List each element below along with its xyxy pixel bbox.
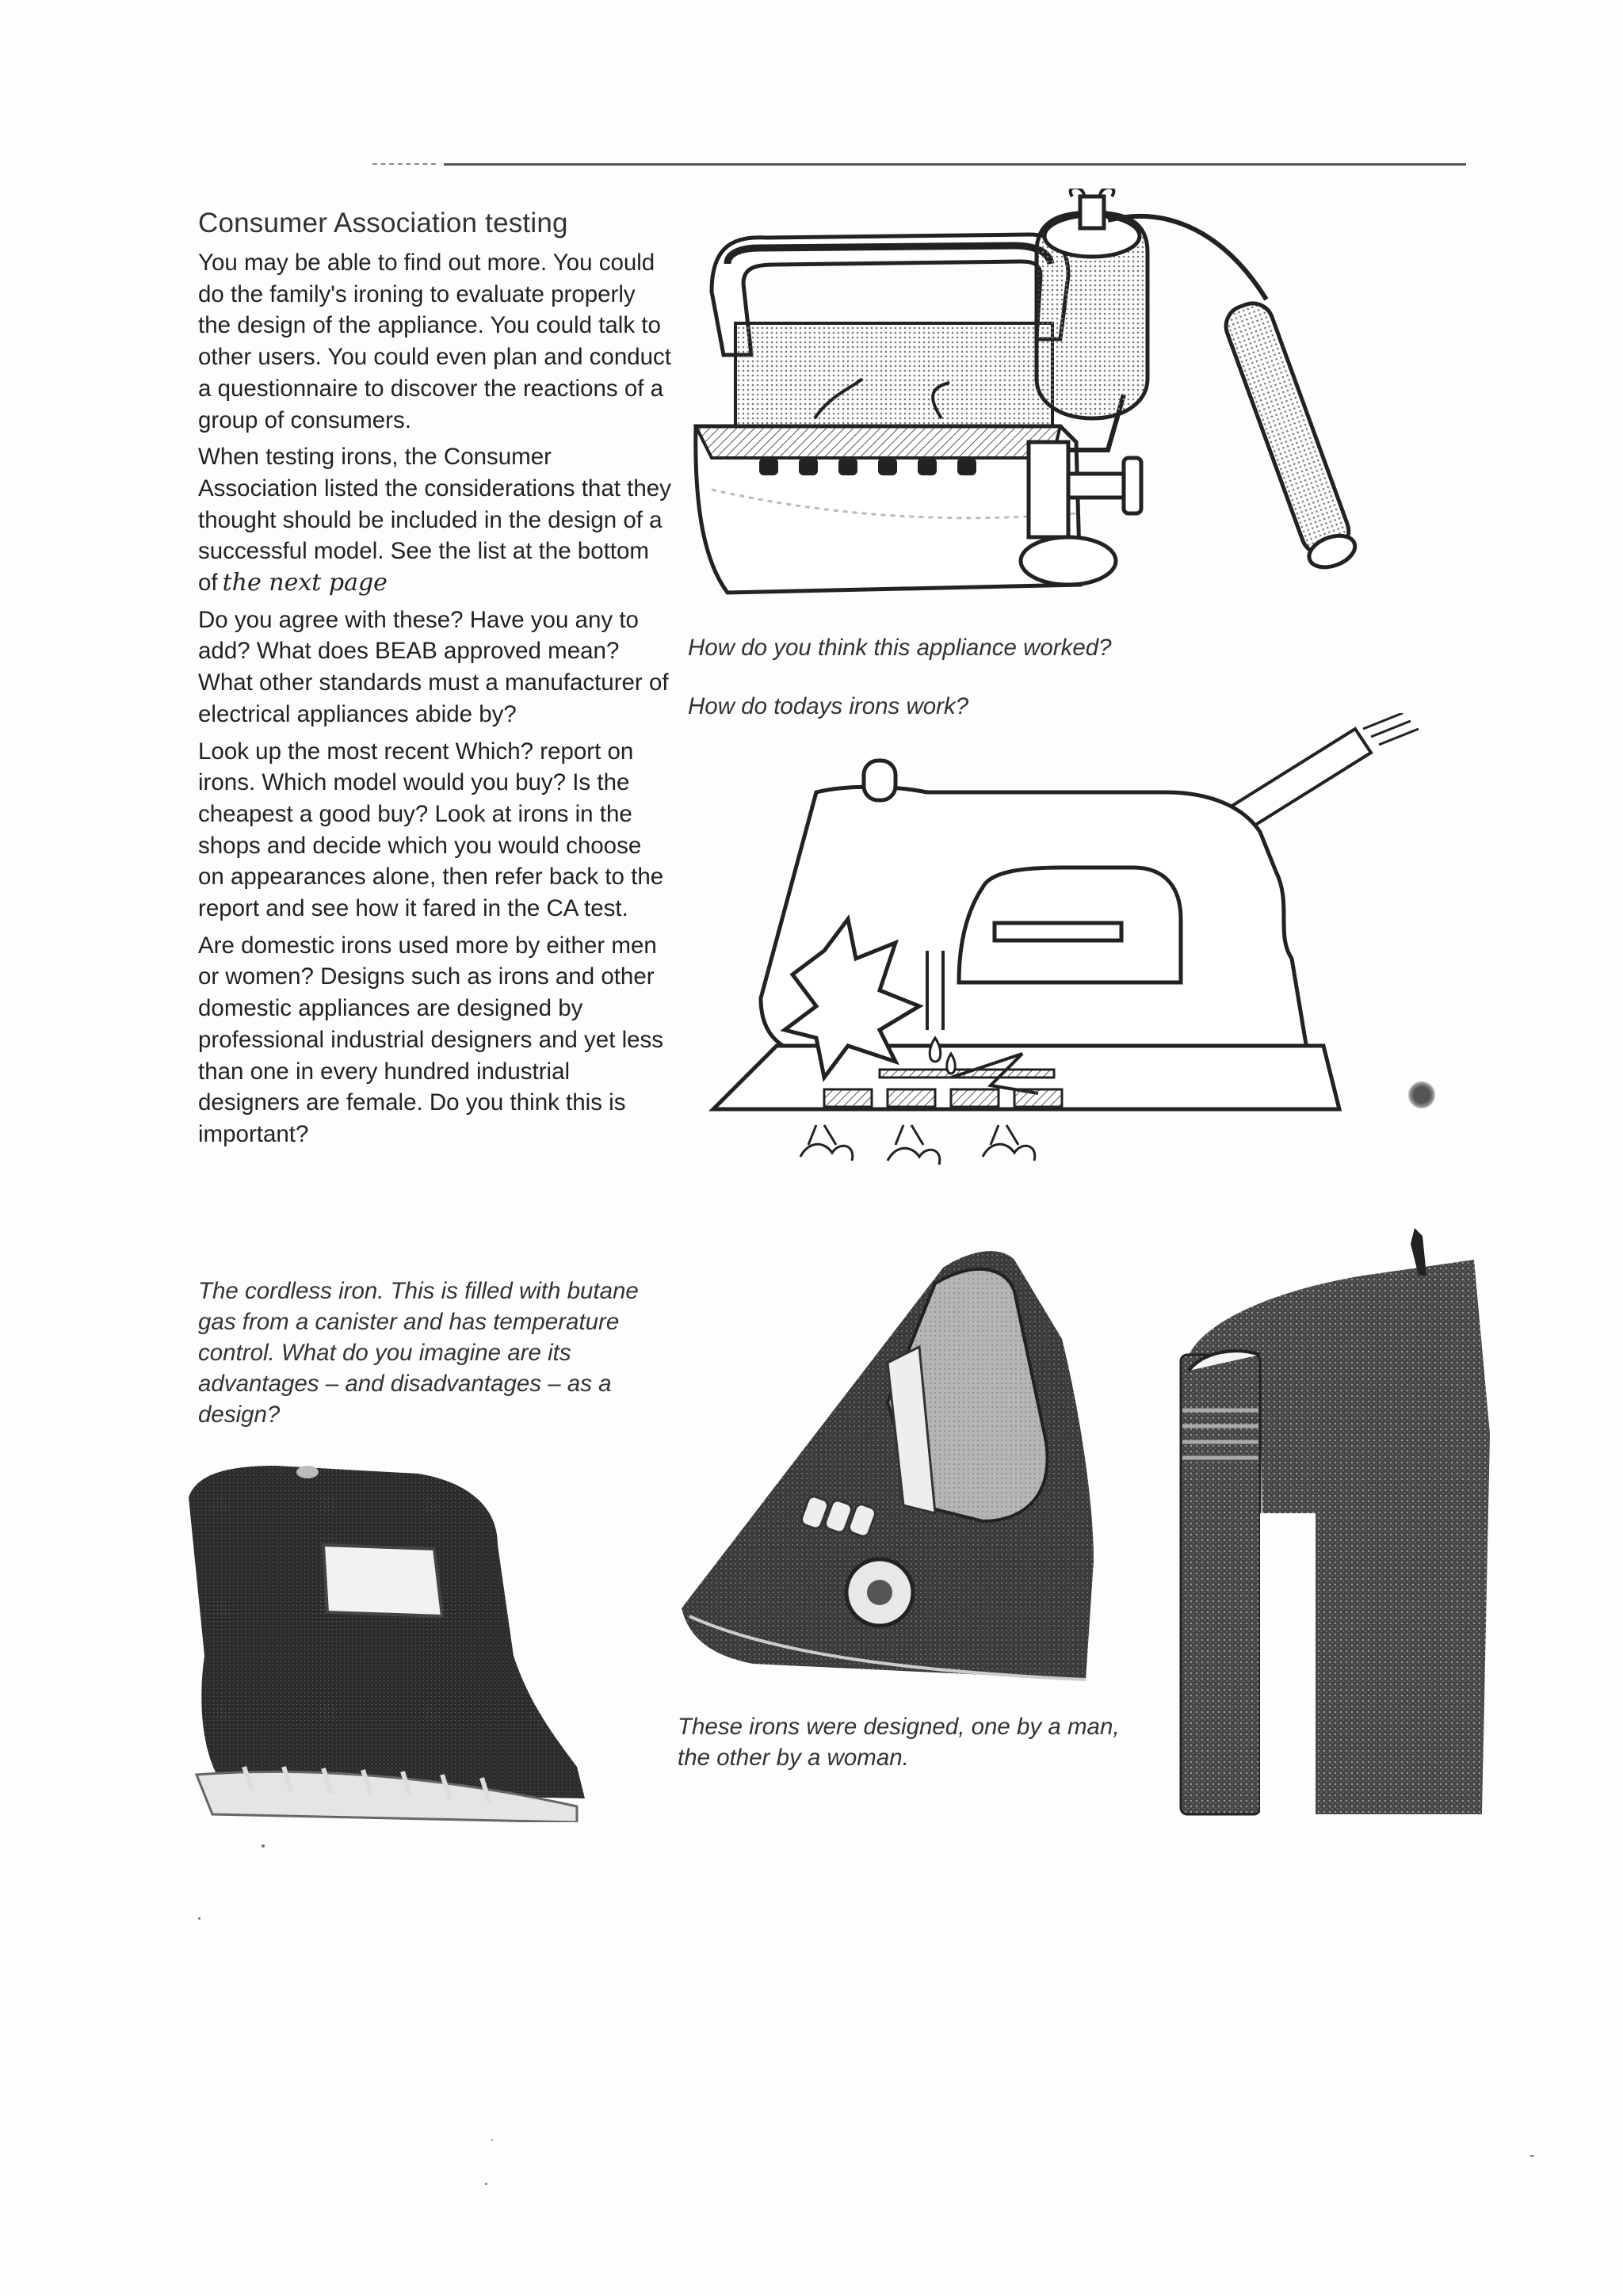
designed-irons-caption: These irons were designed, one by a man, the other by a woman.	[678, 1714, 1120, 1771]
top-rule	[444, 163, 1466, 166]
cordless-iron-photo	[181, 1450, 601, 1822]
speck	[262, 1844, 265, 1848]
cordless-iron-caption: The cordless iron. This is filled with butane gas from a canister and has temperature control. What do you imagine are its advantages – and disadvantages – as a design?	[198, 1278, 639, 1428]
left-text-column	[198, 208, 674, 1156]
woman-designed-iron-photo	[1173, 1228, 1498, 1830]
section-heading: Consumer Association testing	[198, 208, 568, 238]
paragraph-4: Look up the most recent Which? report on irons. Which model would you buy? Is the cheapest a good buy? Look at irons in the shops and decide which you would choose on appearances alone, then refer back to the report and see how it fared in the CA test.	[198, 738, 664, 922]
gas-iron-illustration	[680, 189, 1472, 632]
ink-blot	[1407, 1081, 1436, 1109]
paragraph-2-text: When testing irons, the Consumer Association listed the considerations that they thought should be included in the design of a successful model. See the list at the bottom of	[198, 444, 671, 597]
speck	[491, 2139, 493, 2141]
modern-iron-diagram	[689, 713, 1450, 1188]
old-appliance-caption: How do you think this appliance worked?	[688, 635, 1112, 661]
paragraph-2	[198, 441, 674, 599]
speck	[1529, 2155, 1534, 2157]
speck	[485, 2183, 487, 2185]
paragraph-5: Are domestic irons used more by either men or women? Designs such as irons and other domestic appliances are designed by professional industrial designers and yet less than one in every hundred industrial designers are female. Do you think this is important?	[198, 932, 664, 1147]
modern-iron-photo	[682, 1244, 1133, 1719]
paragraph-3: Do you agree with these? Have you any to add? What does BEAB approved mean? What other standards must a manufacturer of electrical appliances abide by?	[198, 606, 669, 727]
paragraph-1: You may be able to find out more. You could do the family's ironing to evaluate properly the design of the appliance. You could talk to other users. You could even plan and conduct a questionnaire to discover the reactions of a group of consumers.	[198, 250, 672, 433]
todays-irons-caption: How do todays irons work?	[688, 693, 969, 719]
handwritten-note: the next page	[222, 569, 388, 597]
speck	[198, 1917, 200, 1920]
top-rule-dashed	[372, 163, 436, 165]
